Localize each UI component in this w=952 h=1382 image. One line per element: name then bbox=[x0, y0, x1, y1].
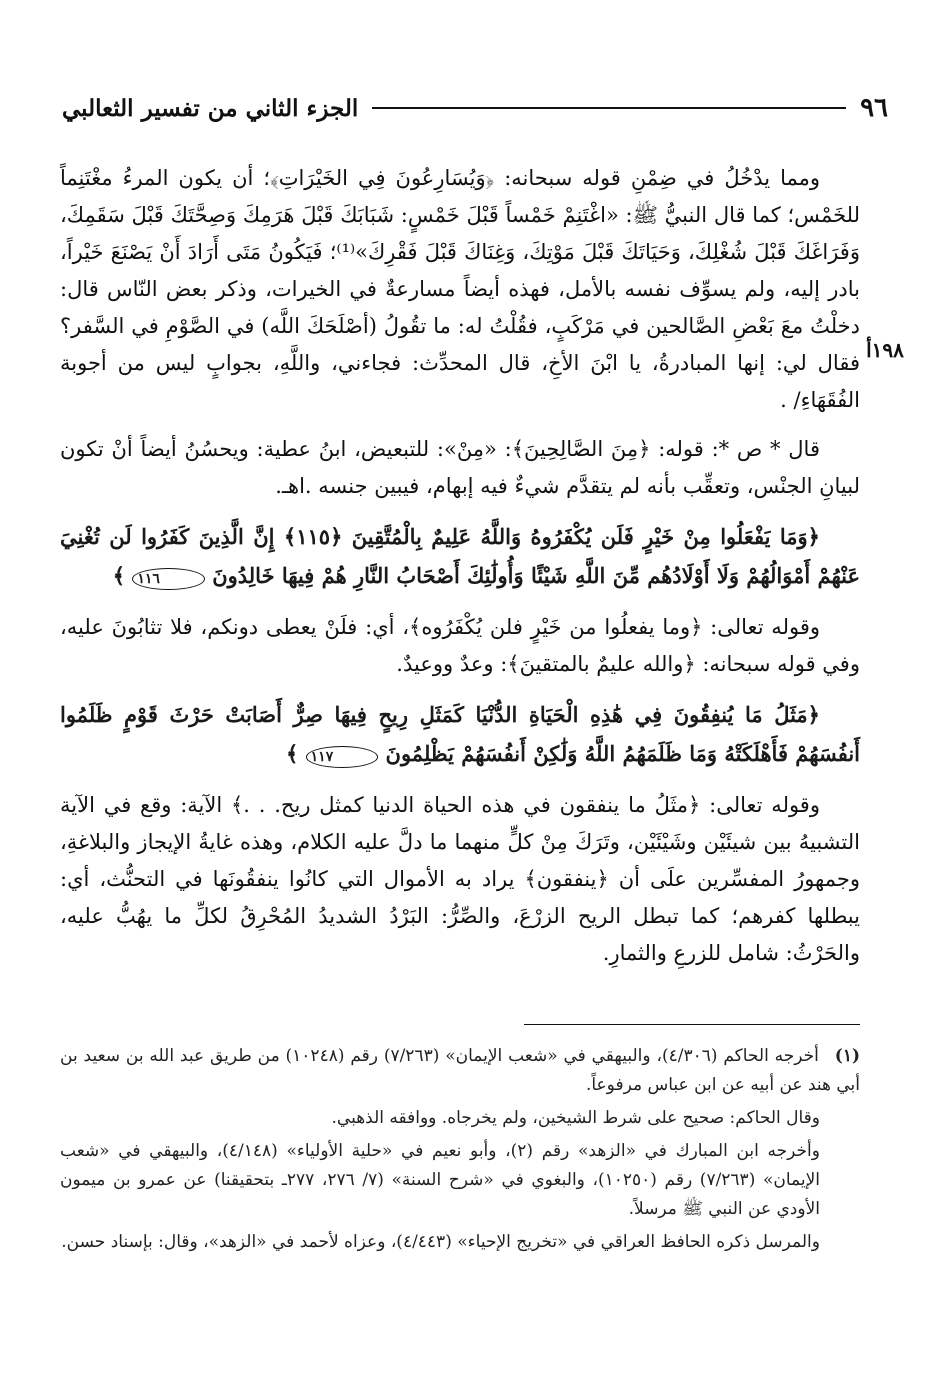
footnote-line: وقال الحاكم: صحيح على شرط الشيخين، ولم يخرجاه. ووافقه الذهبي. bbox=[331, 1108, 820, 1128]
quran-close-bracket: ﴾ bbox=[112, 563, 125, 588]
manuscript-folio-marker: ١٩٨أ bbox=[866, 338, 904, 362]
footnote-separator bbox=[524, 1024, 860, 1025]
running-title: الجزء الثاني من تفسير الثعالبي bbox=[62, 94, 359, 122]
verse-number-badge: ١١٦ bbox=[132, 568, 205, 590]
quran-close-bracket: ﴾ bbox=[286, 741, 299, 766]
quran-text: ﴿مَثَلُ مَا يُنفِقُونَ فِي هَٰذِهِ الْحَيَاةِ الدُّنْيَا كَمَثَلِ رِيحٍ فِيهَا صِرٌّ أَصَابَتْ حَرْثَ قَوْمٍ ظَلَمُوا أَنفُسَهُمْ فَأَهْلَكَتْهُ وَمَا ظَلَمَهُمُ اللَّهُ وَلَٰكِنْ أَنفُسَهُمْ يَظْلِمُونَ bbox=[60, 702, 860, 766]
page-number: ٩٦ bbox=[860, 93, 888, 123]
header-rule bbox=[372, 107, 846, 109]
verse-number-badge: ١١٧ bbox=[306, 746, 379, 768]
footnote-line: والمرسل ذكره الحافظ العراقي في «تخريج الإحياء» (٤/٤٤٣)، وعزاه لأحمد في «الزهد»، وقال: بإسناد حسن. bbox=[61, 1232, 820, 1252]
footnote-text: أخرجه الحاكم (٤/٣٠٦)، والبيهقي في «شعب الإيمان» (٧/٢٦٣) رقم (١٠٢٤٨) من طريق عبد الله بن سعيد بن أبي هند عن أبيه عن ابن عباس مرفوعاً. bbox=[60, 1046, 860, 1095]
footnotes bbox=[60, 1042, 860, 1261]
quran-verse-115-116 bbox=[60, 517, 860, 595]
quran-verse-117 bbox=[60, 695, 860, 773]
footnote-line: وأخرجه ابن المبارك في «الزهد» رقم (٢)، وأبو نعيم في «حلية الأولياء» (٤/١٤٨)، والبيهقي في «شعب الإيمان» (٧/٢٦٣) رقم (١٠٢٥٠)، والبغوي في «شرح السنة» (٧/ ٢٧٦، ٢٧٧ـ بتحقيقنا) عن عمرو بن ميمون الأودي عن النبي ﷺ مرسلاً. bbox=[60, 1141, 820, 1219]
page-header bbox=[62, 88, 888, 128]
paragraph-2: قال * ص *: قوله: ﴿مِنَ الصَّالِحِينَ﴾: «مِنْ»: للتبعيض، ابنُ عطية: ويحسُنُ أيضاً أنْ تكون لبيانِ الجنْس، وتعقِّب بأنه لم يتقدَّم شيءٌ فيه إبهام، فيبين جنسه .اهـ. bbox=[60, 437, 860, 498]
footnote-number: (١) bbox=[834, 1046, 860, 1066]
paragraph-1: ومما يدْخُلُ في ضِمْنِ قوله سبحانه: ﴿وَيُسَارِعُونَ فِي الخَيْرَاتِ﴾؛ أن يكون المرءُ مغْتَنِماً للخَمْس؛ كما قال النبيُّ ﷺ: «اغْتَنِمْ خَمْساً قَبْلَ خَمْسٍ: شَبَابَكَ قَبْلَ هَرَمِكَ وَصِحَّتَكَ قَبْلَ سَقَمِكَ، وَفَرَاغَكَ قَبْلَ شُغْلِكَ، وَحَيَاتَكَ قَبْلَ مَوْتِكَ، وَغِنَاكَ قَبْلَ فَقْرِكَ»⁽¹⁾؛ فَيَكُونُ مَتَى أَرَادَ أَنْ يَصْنَعَ خَيْراً، بادر إليه، ولم يسوِّف نفسه بالأمل، فهذه أيضاً مسارعةٌ في الخيرات، وذكر بعض النّاس قال: دخلْتُ معَ بَعْضِ الصَّالحين في مَرْكَبٍ، فقُلْتُ له: ما تقُولُ (أصْلَحَكَ اللَّه) في الصَّوْمِ في السَّفر؟ فقال لي: إنها المبادرةُ، يا ابْنَ الأخِ، قال المحدِّث: فجاءني، واللَّهِ، بجوابٍ ليس من أجوبة الفُقَهَاءِ/ . bbox=[60, 166, 860, 412]
main-text bbox=[60, 160, 860, 984]
footnote-1 bbox=[60, 1042, 860, 1100]
paragraph-3: وقوله تعالى: ﴿وما يفعلُوا من خَيْرٍ فلن يُكْفَرُوه﴾، أي: فلَنْ يعطى دونكم، فلا تثابُونَ عليه، وفي قوله سبحانه: ﴿والله عليمٌ بالمتقينَ﴾: وعدٌ ووعيدٌ. bbox=[60, 615, 860, 676]
quran-text: ﴿وَمَا يَفْعَلُوا مِنْ خَيْرٍ فَلَن يُكْفَرُوهُ وَاللَّهُ عَلِيمٌ بِالْمُتَّقِينَ ﴿١١٥﴾ إِنَّ الَّذِينَ كَفَرُوا لَن تُغْنِيَ عَنْهُمْ أَمْوَالُهُمْ وَلَا أَوْلَادُهُم مِّنَ اللَّهِ شَيْئًا وَأُولَٰئِكَ أَصْحَابُ النَّارِ هُمْ فِيهَا خَالِدُونَ bbox=[60, 524, 860, 588]
paragraph-4: وقوله تعالى: ﴿مثَلُ ما ينفقون في هذه الحياة الدنيا كمثل ريح. . .﴾ الآية: وقع في الآية التشبيهُ بين شيئَيْن وشَيْئَيْن، وتَرَكَ مِنْ كلٍّ منهما ما دلَّ عليه الكلام، وهذه غايةُ الإيجاز والبلاغةِ، وجمهورُ المفسِّرين علَى أن ﴿ينفقون﴾ يراد به الأموال التي كانُوا ينفقُونَها في التحنُّث، أي: يبطلها كفرهم؛ كما تبطل الريح الزرْعَ، والصِّرُّ: البَرْدُ الشديدُ المُحْرِقُ لكلِّ ما يهُبُّ عليه، والحَرْثُ: شامل للزرعِ والثمارِ. bbox=[60, 793, 860, 965]
